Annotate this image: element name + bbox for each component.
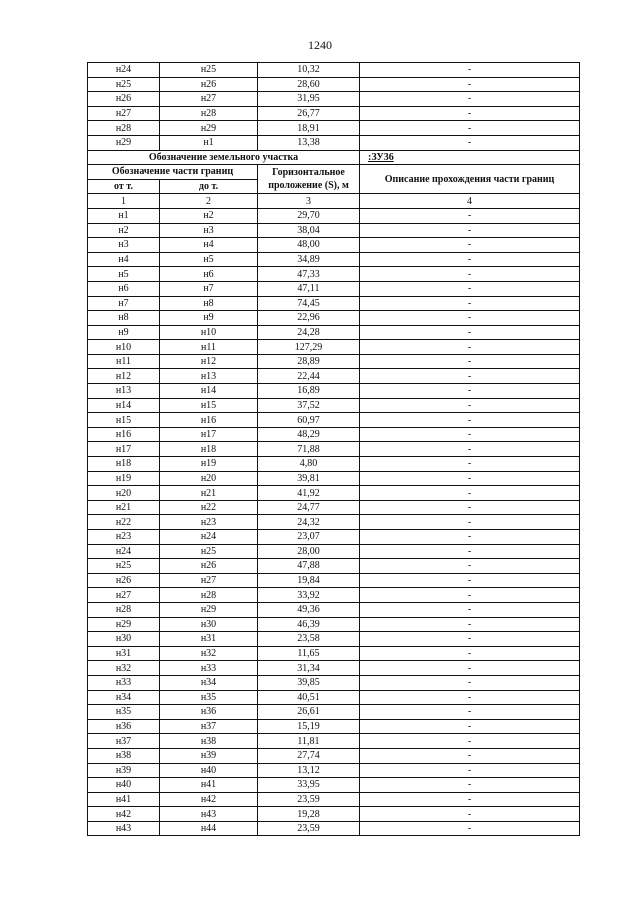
to-point-cell: н31 bbox=[160, 632, 258, 647]
length-cell: 26,61 bbox=[258, 705, 360, 720]
table-row bbox=[88, 646, 580, 661]
length-cell: 33,95 bbox=[258, 778, 360, 793]
table-row bbox=[88, 559, 580, 574]
table-row bbox=[88, 340, 580, 355]
to-point-cell: н41 bbox=[160, 778, 258, 793]
table-row bbox=[88, 267, 580, 282]
column-number: 2 bbox=[160, 194, 258, 209]
from-point-cell: н43 bbox=[88, 821, 160, 836]
description-cell: - bbox=[360, 398, 580, 413]
from-point-cell: н28 bbox=[88, 121, 160, 136]
from-point-cell: н26 bbox=[88, 573, 160, 588]
table-row bbox=[88, 530, 580, 545]
to-point-cell: н17 bbox=[160, 427, 258, 442]
table-row bbox=[88, 792, 580, 807]
table-row bbox=[88, 544, 580, 559]
to-point-cell: н12 bbox=[160, 354, 258, 369]
to-point-cell: н29 bbox=[160, 602, 258, 617]
from-point-cell: н20 bbox=[88, 486, 160, 501]
length-cell: 22,96 bbox=[258, 311, 360, 326]
table-row bbox=[88, 92, 580, 107]
length-cell: 39,81 bbox=[258, 471, 360, 486]
from-point-cell: н6 bbox=[88, 281, 160, 296]
length-cell: 13,38 bbox=[258, 135, 360, 150]
description-cell: - bbox=[360, 763, 580, 778]
length-cell: 23,07 bbox=[258, 530, 360, 545]
description-cell: - bbox=[360, 632, 580, 647]
page-number: 1240 bbox=[308, 38, 332, 52]
from-point-cell: н40 bbox=[88, 778, 160, 793]
to-point-cell: н25 bbox=[160, 63, 258, 78]
length-cell: 23,58 bbox=[258, 632, 360, 647]
from-point-cell: н34 bbox=[88, 690, 160, 705]
description-cell: - bbox=[360, 457, 580, 472]
to-point-cell: н4 bbox=[160, 238, 258, 253]
column-number: 1 bbox=[88, 194, 160, 209]
previous-plot-rows bbox=[88, 63, 580, 151]
table-row bbox=[88, 734, 580, 749]
to-point-cell: н6 bbox=[160, 267, 258, 282]
length-cell: 40,51 bbox=[258, 690, 360, 705]
description-cell: - bbox=[360, 77, 580, 92]
description-cell: - bbox=[360, 530, 580, 545]
description-cell: - bbox=[360, 92, 580, 107]
from-point-cell: н37 bbox=[88, 734, 160, 749]
description-cell: - bbox=[360, 281, 580, 296]
table-row bbox=[88, 500, 580, 515]
description-cell: - bbox=[360, 63, 580, 78]
to-point-cell: н24 bbox=[160, 530, 258, 545]
table-row bbox=[88, 325, 580, 340]
to-point-cell: н39 bbox=[160, 748, 258, 763]
to-point-cell: н40 bbox=[160, 763, 258, 778]
from-point-cell: н24 bbox=[88, 544, 160, 559]
table-row bbox=[88, 252, 580, 267]
from-point-cell: н5 bbox=[88, 267, 160, 282]
description-cell: - bbox=[360, 734, 580, 749]
table-header bbox=[88, 150, 580, 208]
to-point-cell: н25 bbox=[160, 544, 258, 559]
table-row bbox=[88, 77, 580, 92]
length-cell: 47,33 bbox=[258, 267, 360, 282]
from-point-cell: н22 bbox=[88, 515, 160, 530]
length-cell: 11,81 bbox=[258, 734, 360, 749]
description-cell: - bbox=[360, 705, 580, 720]
description-cell: - bbox=[360, 369, 580, 384]
table-row bbox=[88, 471, 580, 486]
to-point-cell: н29 bbox=[160, 121, 258, 136]
description-cell: - bbox=[360, 413, 580, 428]
column-numbers-row bbox=[88, 194, 580, 209]
table-row bbox=[88, 208, 580, 223]
from-point-cell: н27 bbox=[88, 106, 160, 121]
plot-label-row bbox=[88, 150, 580, 165]
from-point-cell: н15 bbox=[88, 413, 160, 428]
from-point-cell: н21 bbox=[88, 500, 160, 515]
length-cell: 41,92 bbox=[258, 486, 360, 501]
from-point-cell: н32 bbox=[88, 661, 160, 676]
table-row bbox=[88, 413, 580, 428]
from-point-cell: н29 bbox=[88, 617, 160, 632]
description-cell: - bbox=[360, 106, 580, 121]
table-row bbox=[88, 515, 580, 530]
description-cell: - bbox=[360, 588, 580, 603]
to-point-cell: н43 bbox=[160, 807, 258, 822]
to-point-cell: н14 bbox=[160, 384, 258, 399]
table-row bbox=[88, 617, 580, 632]
length-cell: 31,34 bbox=[258, 661, 360, 676]
table-row bbox=[88, 135, 580, 150]
table-row bbox=[88, 106, 580, 121]
table-row bbox=[88, 763, 580, 778]
from-point-cell: н42 bbox=[88, 807, 160, 822]
to-point-cell: н8 bbox=[160, 296, 258, 311]
description-cell: - bbox=[360, 267, 580, 282]
table-row bbox=[88, 427, 580, 442]
length-cell: 10,32 bbox=[258, 63, 360, 78]
description-cell: - bbox=[360, 661, 580, 676]
to-point-cell: н23 bbox=[160, 515, 258, 530]
from-point-cell: н4 bbox=[88, 252, 160, 267]
table-row bbox=[88, 719, 580, 734]
length-cell: 33,92 bbox=[258, 588, 360, 603]
length-cell: 28,60 bbox=[258, 77, 360, 92]
boundary-part-header: Обозначение части границ bbox=[88, 165, 258, 180]
from-point-cell: н8 bbox=[88, 311, 160, 326]
table-row bbox=[88, 457, 580, 472]
table-row bbox=[88, 281, 580, 296]
to-point-cell: н34 bbox=[160, 675, 258, 690]
table-row bbox=[88, 398, 580, 413]
description-cell: - bbox=[360, 325, 580, 340]
from-point-cell: н25 bbox=[88, 559, 160, 574]
plot-code: :ЗУ36 bbox=[360, 150, 580, 165]
from-point-cell: н9 bbox=[88, 325, 160, 340]
to-point-cell: н28 bbox=[160, 106, 258, 121]
length-cell: 74,45 bbox=[258, 296, 360, 311]
from-point-cell: н13 bbox=[88, 384, 160, 399]
description-cell: - bbox=[360, 821, 580, 836]
table-row bbox=[88, 121, 580, 136]
description-cell: - bbox=[360, 778, 580, 793]
length-cell: 71,88 bbox=[258, 442, 360, 457]
to-point-cell: н7 bbox=[160, 281, 258, 296]
description-cell: - bbox=[360, 471, 580, 486]
table-row bbox=[88, 486, 580, 501]
from-point-cell: н27 bbox=[88, 588, 160, 603]
table-row bbox=[88, 369, 580, 384]
length-cell: 34,89 bbox=[258, 252, 360, 267]
length-cell: 127,29 bbox=[258, 340, 360, 355]
length-cell: 48,29 bbox=[258, 427, 360, 442]
description-cell: - bbox=[360, 427, 580, 442]
table-row bbox=[88, 296, 580, 311]
from-point-cell: н19 bbox=[88, 471, 160, 486]
length-cell: 19,84 bbox=[258, 573, 360, 588]
from-point-cell: н1 bbox=[88, 208, 160, 223]
to-point-cell: н27 bbox=[160, 92, 258, 107]
table-row bbox=[88, 311, 580, 326]
description-cell: - bbox=[360, 748, 580, 763]
to-point-cell: н42 bbox=[160, 792, 258, 807]
length-cell: 22,44 bbox=[258, 369, 360, 384]
to-point-cell: н5 bbox=[160, 252, 258, 267]
table-row bbox=[88, 807, 580, 822]
description-cell: - bbox=[360, 296, 580, 311]
from-point-cell: н11 bbox=[88, 354, 160, 369]
length-cell: 47,11 bbox=[258, 281, 360, 296]
to-point-cell: н2 bbox=[160, 208, 258, 223]
from-point-cell: н17 bbox=[88, 442, 160, 457]
from-point-cell: н33 bbox=[88, 675, 160, 690]
column-number: 4 bbox=[360, 194, 580, 209]
description-cell: - bbox=[360, 311, 580, 326]
to-point-cell: н32 bbox=[160, 646, 258, 661]
from-point-cell: н23 bbox=[88, 530, 160, 545]
table-row bbox=[88, 821, 580, 836]
table-row bbox=[88, 632, 580, 647]
length-cell: 11,65 bbox=[258, 646, 360, 661]
length-cell: 15,19 bbox=[258, 719, 360, 734]
length-cell: 24,77 bbox=[258, 500, 360, 515]
from-point-header: от т. bbox=[88, 179, 160, 194]
to-point-cell: н13 bbox=[160, 369, 258, 384]
table-row bbox=[88, 778, 580, 793]
from-point-cell: н2 bbox=[88, 223, 160, 238]
description-cell: - bbox=[360, 486, 580, 501]
from-point-cell: н14 bbox=[88, 398, 160, 413]
description-cell: - bbox=[360, 792, 580, 807]
from-point-cell: н16 bbox=[88, 427, 160, 442]
description-cell: - bbox=[360, 544, 580, 559]
from-point-cell: н35 bbox=[88, 705, 160, 720]
to-point-cell: н18 bbox=[160, 442, 258, 457]
length-cell: 47,88 bbox=[258, 559, 360, 574]
to-point-cell: н10 bbox=[160, 325, 258, 340]
horizontal-length-header: Горизонтальное проложение (S), м bbox=[258, 165, 360, 194]
from-point-cell: н30 bbox=[88, 632, 160, 647]
table-row bbox=[88, 354, 580, 369]
length-cell: 39,85 bbox=[258, 675, 360, 690]
description-cell: - bbox=[360, 384, 580, 399]
table-row bbox=[88, 238, 580, 253]
length-cell: 26,77 bbox=[258, 106, 360, 121]
length-cell: 13,12 bbox=[258, 763, 360, 778]
description-cell: - bbox=[360, 515, 580, 530]
from-point-cell: н24 bbox=[88, 63, 160, 78]
length-cell: 19,28 bbox=[258, 807, 360, 822]
to-point-cell: н28 bbox=[160, 588, 258, 603]
from-point-cell: н7 bbox=[88, 296, 160, 311]
length-cell: 60,97 bbox=[258, 413, 360, 428]
description-cell: - bbox=[360, 573, 580, 588]
length-cell: 23,59 bbox=[258, 821, 360, 836]
to-point-cell: н33 bbox=[160, 661, 258, 676]
to-point-cell: н20 bbox=[160, 471, 258, 486]
length-cell: 24,28 bbox=[258, 325, 360, 340]
from-point-cell: н36 bbox=[88, 719, 160, 734]
to-point-cell: н11 bbox=[160, 340, 258, 355]
description-cell: - bbox=[360, 646, 580, 661]
to-point-cell: н38 bbox=[160, 734, 258, 749]
length-cell: 31,95 bbox=[258, 92, 360, 107]
description-cell: - bbox=[360, 675, 580, 690]
to-point-cell: н9 bbox=[160, 311, 258, 326]
description-cell: - bbox=[360, 442, 580, 457]
from-point-cell: н12 bbox=[88, 369, 160, 384]
from-point-cell: н39 bbox=[88, 763, 160, 778]
from-point-cell: н10 bbox=[88, 340, 160, 355]
length-cell: 16,89 bbox=[258, 384, 360, 399]
to-point-cell: н35 bbox=[160, 690, 258, 705]
length-cell: 28,00 bbox=[258, 544, 360, 559]
description-cell: - bbox=[360, 121, 580, 136]
to-point-cell: н15 bbox=[160, 398, 258, 413]
table-row bbox=[88, 602, 580, 617]
from-point-cell: н3 bbox=[88, 238, 160, 253]
to-point-cell: н19 bbox=[160, 457, 258, 472]
to-point-cell: н36 bbox=[160, 705, 258, 720]
plot-rows bbox=[88, 208, 580, 836]
to-point-cell: н26 bbox=[160, 559, 258, 574]
column-number: 3 bbox=[258, 194, 360, 209]
table-row bbox=[88, 690, 580, 705]
from-point-cell: н41 bbox=[88, 792, 160, 807]
length-cell: 24,32 bbox=[258, 515, 360, 530]
to-point-cell: н21 bbox=[160, 486, 258, 501]
length-cell: 48,00 bbox=[258, 238, 360, 253]
to-point-cell: н3 bbox=[160, 223, 258, 238]
length-cell: 4,80 bbox=[258, 457, 360, 472]
length-cell: 37,52 bbox=[258, 398, 360, 413]
description-cell: - bbox=[360, 238, 580, 253]
table-row bbox=[88, 675, 580, 690]
description-cell: - bbox=[360, 252, 580, 267]
table-row bbox=[88, 384, 580, 399]
table-row bbox=[88, 748, 580, 763]
from-point-cell: н38 bbox=[88, 748, 160, 763]
from-point-cell: н18 bbox=[88, 457, 160, 472]
description-cell: - bbox=[360, 602, 580, 617]
from-point-cell: н25 bbox=[88, 77, 160, 92]
to-point-cell: н16 bbox=[160, 413, 258, 428]
description-cell: - bbox=[360, 719, 580, 734]
length-cell: 38,04 bbox=[258, 223, 360, 238]
plot-label: Обозначение земельного участка bbox=[88, 150, 360, 165]
description-cell: - bbox=[360, 500, 580, 515]
length-cell: 23,59 bbox=[258, 792, 360, 807]
length-cell: 27,74 bbox=[258, 748, 360, 763]
from-point-cell: н26 bbox=[88, 92, 160, 107]
description-cell: - bbox=[360, 340, 580, 355]
from-point-cell: н28 bbox=[88, 602, 160, 617]
to-point-cell: н26 bbox=[160, 77, 258, 92]
length-cell: 28,89 bbox=[258, 354, 360, 369]
description-cell: - bbox=[360, 807, 580, 822]
description-cell: - bbox=[360, 208, 580, 223]
length-cell: 29,70 bbox=[258, 208, 360, 223]
table-row bbox=[88, 661, 580, 676]
description-cell: - bbox=[360, 617, 580, 632]
to-point-cell: н1 bbox=[160, 135, 258, 150]
to-point-header: до т. bbox=[160, 179, 258, 194]
table-row bbox=[88, 223, 580, 238]
to-point-cell: н22 bbox=[160, 500, 258, 515]
length-cell: 49,36 bbox=[258, 602, 360, 617]
length-cell: 18,91 bbox=[258, 121, 360, 136]
description-cell: - bbox=[360, 135, 580, 150]
to-point-cell: н27 bbox=[160, 573, 258, 588]
table-row bbox=[88, 442, 580, 457]
table-row bbox=[88, 705, 580, 720]
description-cell: - bbox=[360, 223, 580, 238]
description-cell: - bbox=[360, 559, 580, 574]
table-row bbox=[88, 63, 580, 78]
description-header: Описание прохождения части границ bbox=[360, 165, 580, 194]
to-point-cell: н44 bbox=[160, 821, 258, 836]
description-cell: - bbox=[360, 690, 580, 705]
description-cell: - bbox=[360, 354, 580, 369]
to-point-cell: н30 bbox=[160, 617, 258, 632]
table-row bbox=[88, 573, 580, 588]
boundary-table bbox=[87, 62, 580, 836]
table-row bbox=[88, 588, 580, 603]
to-point-cell: н37 bbox=[160, 719, 258, 734]
from-point-cell: н31 bbox=[88, 646, 160, 661]
from-point-cell: н29 bbox=[88, 135, 160, 150]
length-cell: 46,39 bbox=[258, 617, 360, 632]
